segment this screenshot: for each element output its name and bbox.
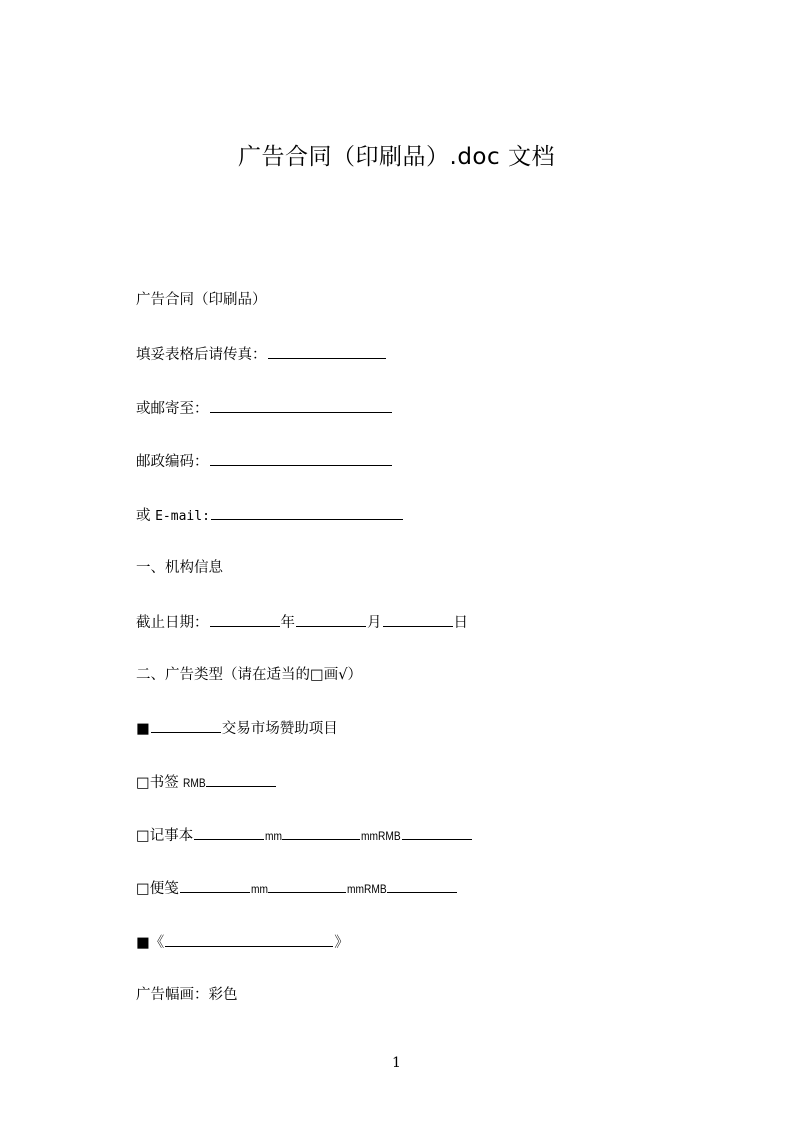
year-label: 年: [280, 615, 295, 631]
bookmark-item: [136, 772, 277, 793]
document-title: 广告合同（印刷品）.doc 文档: [238, 144, 555, 170]
postal-label: 邮政编码：: [136, 454, 209, 470]
publication-item: [136, 932, 349, 953]
page-number: 1: [392, 1055, 401, 1071]
contract-heading: 广告合同（印刷品）: [136, 292, 267, 308]
deadline-label: 截止日期：: [136, 615, 209, 631]
mail-blank[interactable]: [210, 398, 392, 413]
deadline-day-blank[interactable]: [383, 612, 453, 627]
sponsor-label: 交易市场赞助项目: [221, 721, 338, 737]
notebook-width-blank[interactable]: [194, 825, 264, 840]
empty-checkbox-icon[interactable]: □: [136, 881, 150, 897]
email-blank[interactable]: [211, 505, 403, 520]
publication-name-blank[interactable]: [165, 932, 333, 947]
notebook-price-blank[interactable]: [402, 825, 472, 840]
filled-checkbox-icon[interactable]: ■: [136, 935, 150, 951]
notebook-height-blank[interactable]: [282, 825, 360, 840]
mail-label: 或邮寄至：: [136, 401, 209, 417]
memo-item: [136, 878, 458, 899]
notebook-mm-unit: mm: [265, 829, 283, 843]
memo-price-blank[interactable]: [387, 878, 457, 893]
day-label: 日: [453, 615, 468, 631]
postal-line: [136, 451, 393, 472]
book-title-open: 《: [149, 935, 165, 951]
deadline-month-blank[interactable]: [296, 612, 366, 627]
memo-width-blank[interactable]: [180, 878, 250, 893]
month-label: 月: [367, 615, 382, 631]
empty-checkbox-icon[interactable]: □: [136, 828, 150, 844]
sponsor-blank[interactable]: [151, 718, 221, 733]
bookmark-rmb-label: RMB: [183, 776, 206, 790]
email-label: E-mail:: [155, 509, 210, 524]
filled-checkbox-icon[interactable]: ■: [136, 721, 150, 737]
deadline-year-blank[interactable]: [210, 612, 280, 627]
bookmark-price-blank[interactable]: [206, 772, 276, 787]
notebook-item: [136, 825, 473, 846]
sponsor-item: [136, 718, 338, 739]
mail-line: [136, 398, 393, 419]
deadline-line: [136, 612, 468, 633]
fax-label: 填妥表格后请传真：: [136, 347, 267, 363]
memo-mm-unit: mm: [250, 882, 268, 896]
email-line: [136, 505, 404, 527]
postal-blank[interactable]: [210, 451, 392, 466]
memo-mm-rmb-label: mmRMB: [346, 882, 387, 896]
fax-line: [136, 344, 387, 365]
section-organization: 一、机构信息: [136, 560, 223, 576]
bookmark-label: 书签: [149, 775, 179, 791]
section-ad-type: 二、广告类型（请在适当的□画√）: [136, 667, 362, 683]
ad-size-line: 广告幅画：彩色: [136, 987, 238, 1003]
empty-checkbox-icon[interactable]: □: [136, 775, 150, 791]
memo-height-blank[interactable]: [268, 878, 346, 893]
email-prefix: 或: [136, 508, 151, 524]
fax-blank[interactable]: [268, 344, 386, 359]
notebook-label: 记事本: [149, 828, 194, 844]
book-title-close: 》: [334, 935, 349, 951]
memo-label: 便笺: [149, 881, 179, 897]
notebook-mm-rmb-label: mmRMB: [361, 829, 401, 843]
